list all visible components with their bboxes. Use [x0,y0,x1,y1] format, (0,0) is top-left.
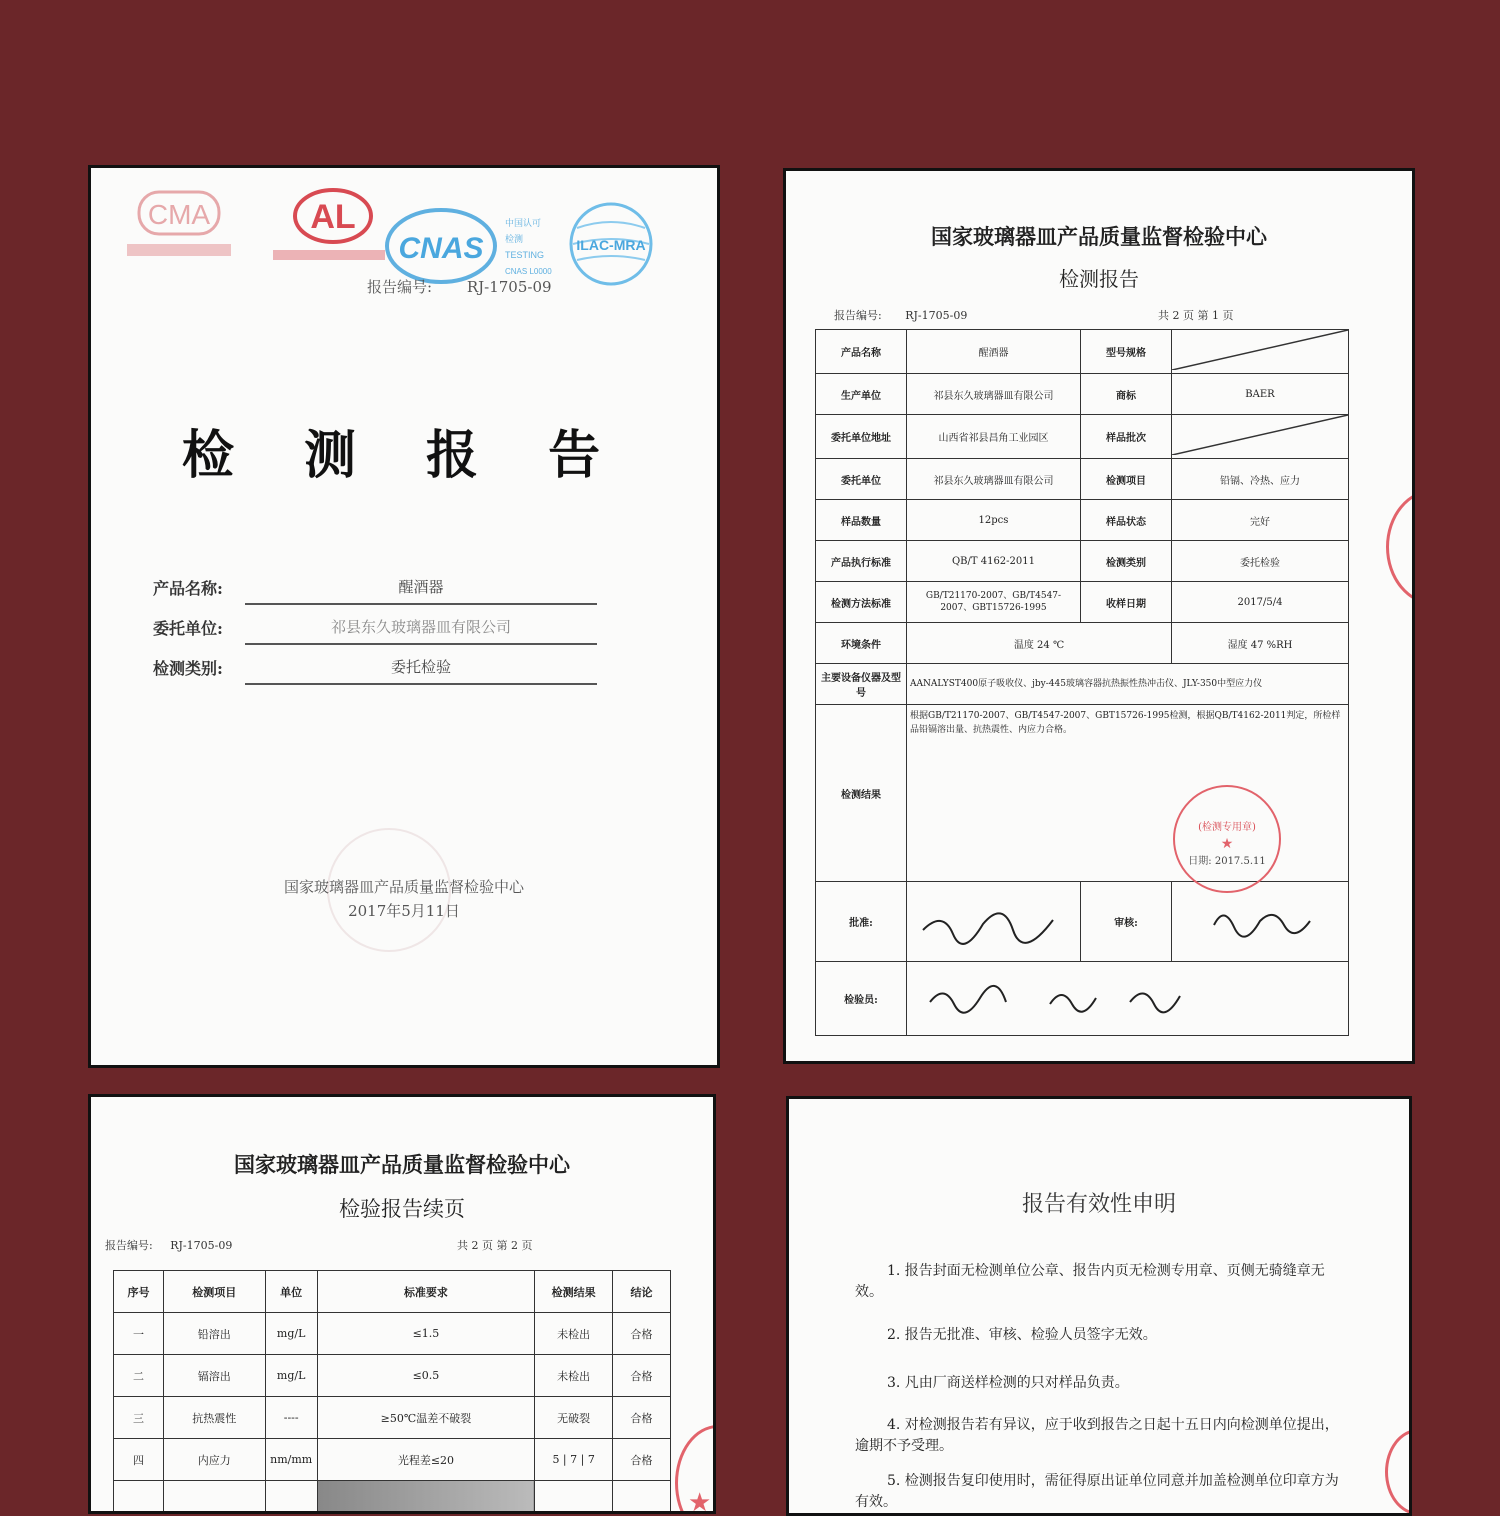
table-row [114,1481,671,1515]
table-row [114,1397,671,1439]
declaration-item: 1. 报告封面无检测单位公章、报告内页无检测专用章、页侧无骑缝章无效。 [855,1263,1325,1300]
report-no [834,307,967,323]
row-value: 2017/5/4 [1171,582,1348,623]
cell: 合格 [613,1355,671,1397]
review-label: 审核: [1080,882,1171,962]
row-label: 委托单位地址 [816,415,907,459]
test-category-value: 委托检验 [390,658,451,676]
report-number [367,276,552,297]
table-row [816,500,1349,541]
report-number-value: RJ-1705-09 [466,278,552,296]
row-value: 醒酒器 [907,330,1081,374]
test-report-page [783,168,1415,1064]
ilac-logo [563,198,659,292]
cell: ≤0.5 [317,1355,535,1397]
cma-logo-icon [119,186,239,266]
seal-star-icon: ★ [688,1488,712,1514]
env-label: 环境条件 [816,623,907,664]
report-page-info: 共 2 页 第 1 页 [1158,309,1234,322]
continuation-table [113,1270,671,1514]
row-value: 完好 [1171,500,1348,541]
cell: 镉溶出 [163,1355,265,1397]
row-label: 商标 [1080,374,1171,415]
row-label: 委托单位 [816,459,907,500]
declaration-item: 5. 检测报告复印使用时，需征得原出证单位同意并加盖检测单位印章方为有效。 [855,1473,1339,1510]
continuation-report-no [105,1237,232,1253]
continuation-no-label: 报告编号: [105,1239,153,1252]
continuation-org: 国家玻璃器皿产品质量监督检验中心 [234,1152,570,1177]
cell: ---- [265,1397,317,1439]
field-underline [245,683,597,685]
declaration-item: 3. 凡由厂商送样检测的只对样品负责。 [887,1375,1129,1391]
report-no-value: RJ-1705-09 [905,309,968,322]
table-row [816,330,1349,374]
row-value: 委托检验 [1171,541,1348,582]
continuation-page-info: 共 2 页 第 2 页 [457,1239,533,1252]
client-label: 委托单位: [153,619,223,638]
cell: 内应力 [163,1439,265,1481]
review-signature [1171,882,1348,962]
equipment-label: 主要设备仪器及型号 [816,664,907,705]
row-label: 检测方法标准 [816,582,907,623]
continuation-title: 检验报告续页 [339,1197,465,1221]
cell: 一 [114,1313,164,1355]
issue-date: 2017年5月11日 [348,902,460,920]
al-logo-icon [269,184,389,274]
cnas-side-4: CNAS L0000 [505,267,552,276]
report-info-table [815,329,1349,1036]
table-row [816,962,1349,1036]
col-header: 标准要求 [317,1271,535,1313]
row-label: 型号规格 [1080,330,1171,374]
equipment-value: AANALYST400原子吸收仪、jby-445玻璃容器抗热振性热冲击仪、JLY-350中型应力仪 [907,664,1349,705]
page-edge-seal [675,1425,716,1514]
al-logo-text: AL [310,198,356,236]
report-cover-page [88,165,720,1068]
row-value: 祁县东久玻璃器皿有限公司 [907,459,1081,500]
signature-icon [910,972,1230,1022]
client-value: 祁县东久玻璃器皿有限公司 [330,618,511,636]
table-row [816,459,1349,500]
cma-logo [119,186,239,266]
row-label: 样品状态 [1080,500,1171,541]
table-row [816,623,1349,664]
env-temp: 温度 24 ℃ [907,623,1172,664]
cell: ≥50℃温差不破裂 [317,1397,535,1439]
cell: 无破裂 [535,1397,613,1439]
approve-label: 批准: [816,882,907,962]
page-edge-seal [1386,489,1415,605]
table-row [114,1355,671,1397]
seal-date: 日期: 2017.5.11 [1188,856,1266,867]
cell: mg/L [265,1355,317,1397]
field-underline [245,603,597,605]
report-number-label: 报告编号: [367,278,433,296]
cnas-side-3: TESTING [505,250,545,260]
inspector-signatures [907,962,1349,1036]
empty-cell [1171,330,1348,374]
col-header: 序号 [114,1271,164,1313]
cell: 合格 [613,1397,671,1439]
redacted-cell [317,1481,535,1515]
table-row [816,664,1349,705]
cma-logo-text: CMA [147,199,211,230]
table-row [114,1313,671,1355]
report-title: 检测报告 [1059,267,1139,291]
continuation-page [88,1094,716,1514]
ilac-logo-text: ILAC-MRA [576,237,646,253]
table-row [816,705,1349,882]
signature-icon [1200,895,1320,945]
cell: 未检出 [535,1313,613,1355]
continuation-no-value: RJ-1705-09 [170,1239,233,1252]
seal-star-icon: ★ [1220,836,1234,852]
table-row [816,415,1349,459]
inspector-label: 检验员: [816,962,907,1036]
col-header: 检测项目 [163,1271,265,1313]
row-value: 山西省祁县昌角工业园区 [907,415,1081,459]
row-label: 检测类别 [1080,541,1171,582]
col-header: 单位 [265,1271,317,1313]
cell: 二 [114,1355,164,1397]
result-label: 检测结果 [816,705,907,882]
ilac-globe-icon [563,198,659,292]
al-logo [269,184,389,274]
inspection-seal [1173,785,1281,893]
cnas-logo-text: CNAS [398,232,484,265]
declaration-item: 2. 报告无批准、审核、检验人员签字无效。 [887,1327,1157,1343]
row-label: 生产单位 [816,374,907,415]
table-row [816,374,1349,415]
result-value [907,705,1349,882]
test-category-label: 检测类别: [153,659,223,678]
row-value: 12pcs [907,500,1081,541]
seal-text: (检测专用章) [1198,822,1256,833]
approve-signature [907,882,1081,962]
table-row [816,541,1349,582]
report-org: 国家玻璃器皿产品质量监督检验中心 [931,224,1267,249]
row-label: 样品批次 [1080,415,1171,459]
declaration-item: 4. 对检测报告若有异议，应于收到报告之日起十五日内向检测单位提出，逾期不予受理。 [855,1417,1339,1454]
cell: 合格 [613,1313,671,1355]
declaration-title: 报告有效性申明 [1021,1192,1176,1217]
cover-title: 检 测 报 告 [181,425,627,486]
empty-cell [114,1481,164,1515]
cnas-side-2: 检测 [505,234,524,244]
cell: ≤1.5 [317,1313,535,1355]
product-name-value: 醒酒器 [398,578,444,596]
cell: 铅溶出 [163,1313,265,1355]
cell: nm/mm [265,1439,317,1481]
cell: 光程差≤20 [317,1439,535,1481]
cell: 5 | 7 | 7 [535,1439,613,1481]
empty-cell [613,1481,671,1515]
empty-cell [1171,415,1348,459]
cell: 三 [114,1397,164,1439]
row-label: 产品执行标准 [816,541,907,582]
strike-line [1172,415,1348,455]
empty-cell [163,1481,265,1515]
result-text: 根据GB/T21170-2007、GB/T4547-2007、GBT15726-1995检测，根据QB/T4162-2011判定，所检样品铅镉溶出量、抗热震性、内应力合格。 [910,711,1341,735]
report-no-label: 报告编号: [834,309,882,322]
issuer-name: 国家玻璃器皿产品质量监督检验中心 [283,878,524,896]
signature-icon [913,890,1073,950]
table-header-row [114,1271,671,1313]
col-header: 检测结果 [535,1271,613,1313]
table-row [816,582,1349,623]
cell: 合格 [613,1439,671,1481]
empty-cell [265,1481,317,1515]
row-value: 祁县东久玻璃器皿有限公司 [907,374,1081,415]
row-value: QB/T 4162-2011 [907,541,1081,582]
cell: 四 [114,1439,164,1481]
table-row [114,1439,671,1481]
col-header: 结论 [613,1271,671,1313]
env-humidity: 湿度 47 %RH [1171,623,1348,664]
row-label: 产品名称 [816,330,907,374]
page-edge-seal [1385,1429,1412,1515]
cnas-side-1: 中国认可 [505,218,542,228]
row-label: 检测项目 [1080,459,1171,500]
table-row [816,882,1349,962]
field-underline [245,643,597,645]
row-value: 铅镉、冷热、应力 [1171,459,1348,500]
row-label: 收样日期 [1080,582,1171,623]
cell: 抗热震性 [163,1397,265,1439]
validity-declaration-page [786,1096,1412,1516]
row-value: BAER [1171,374,1348,415]
product-name-label: 产品名称: [153,579,223,598]
row-label: 样品数量 [816,500,907,541]
empty-cell [535,1481,613,1515]
cell: mg/L [265,1313,317,1355]
row-value: GB/T21170-2007、GB/T4547-2007、GBT15726-1995 [907,582,1081,623]
cell: 未检出 [535,1355,613,1397]
strike-line [1172,330,1348,370]
